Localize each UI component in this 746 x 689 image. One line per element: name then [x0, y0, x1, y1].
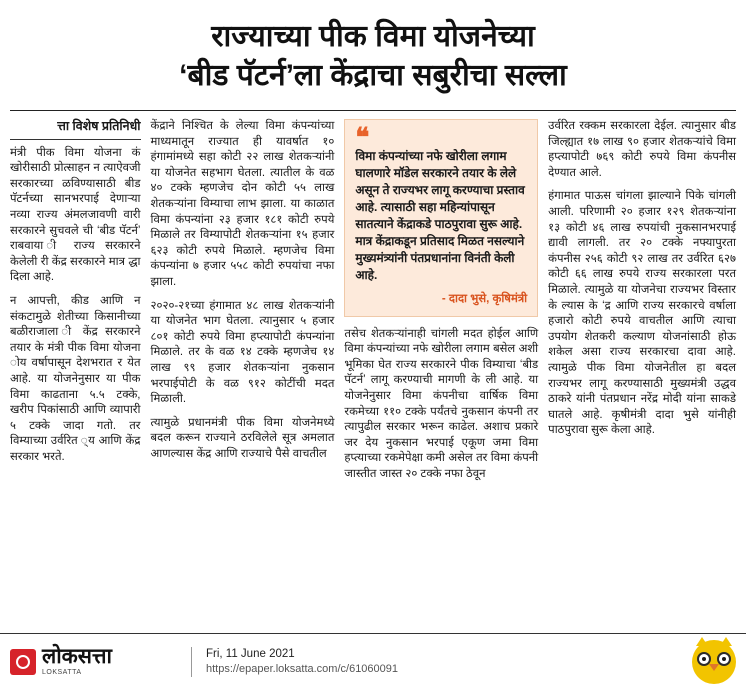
loksatta-logo-icon [10, 649, 36, 675]
paragraph: तसेच शेतकऱ्यांनाही चांगली मदत होईल आणि विमा कंपन्यांच्या नफे खोरीला लगाम बसेल अशी भूमिका घेत राज्य सरकारने पीक विम्याचा ‘बीड पॅटर्न’ लागू करण्याची मागणी के ली आहे. या योजनेनुसार विमा कंपनीचा वार्षिक विमा रकमेच्या ११० टक्के पर्यंतचे नुकसान कंपनी तर त्यापुढील सरकार भरून काढेल. अशाच प्रकारे जर देय नुकसान भरपाई एकूण जमा विमा हप्त्याच्या रकमेपेक्षा कमी असेल तर विमा कंपनी जास्तीत जास्त २० टक्के नफा ठेवून [344, 327, 539, 480]
masthead-subtitle: LOKSATTA [42, 669, 82, 676]
pull-quote-box [344, 119, 538, 317]
article-columns [0, 111, 746, 611]
article-column-1 [10, 119, 141, 611]
pull-quote-text: विमा कंपन्यांच्या नफे खोरीला लगाम घालणारे मॉडेल सरकारने तयार के लेले असून ते राज्यभर लागू करण्याचा प्रस्ताव आहे. त्यासाठी सहा महिन्यांपासून सातत्याने केंद्राकडे पाठपुरावा सुरू आहे. मात्र केंद्राकडून प्रतिसाद मिळत नसल्याने मुख्यमंत्र्यांनी पंतप्रधानांना विनंती केली आहे. [355, 149, 525, 282]
paragraph: मंत्री पीक विमा योजना कं खोरीसाठी प्रोत्साहन न त्याऐवजी सरकारच्या ळविण्यासाठी बीड पॅटर्नच्या सानभरपाई देणाऱ्या नव्या राज्य अंमलजावणी वारी सरकारने सुचवले ची ‘बीड पॅटर्न’ राबवाया ी राज्य सरकारने केलेली री केंद्र सरकारने मात्र द्धा दिला आहे. [10, 146, 141, 284]
headline-block [0, 0, 746, 102]
owl-tuft-right-icon [720, 637, 732, 646]
paragraph: त्यामुळे प्रधानमंत्री पीक विमा योजनेमध्ये बदल करून राज्याने ठरविलेले सूत्र अमलात आणल्यास केंद्र आणि राज्याचे पैसे वाचतील [150, 416, 335, 460]
headline-line-1: राज्याच्या पीक विमा योजनेच्या [211, 20, 535, 53]
paragraph: उर्वरित रक्कम सरकारला देईल. त्यानुसार बीड जिल्ह्यात १७ लाख ९० हजार शेतकऱ्यांचे विमा हप्त्यापोटी ७६९ कोटी रुपये विमा कंपनीस देण्यात आले. [548, 120, 736, 179]
article-column-4 [548, 119, 736, 611]
article-column-3 [344, 119, 538, 611]
owl-tuft-left-icon [696, 637, 708, 646]
paragraph: न आपत्ती, कीड आणि न संकटामुळे शेतीच्या किसानीच्या बळीराजाला ी केंद्र सरकारने तयार के मंत्री पीक विमा योजना ोय वर्षापासून देशभरात र येत आहे. या योजनेनुसार या पीक विमा काढताना ५.५ टक्के, खरीप पिकांसाठी आणि व्यापारी ५ टक्के जादा गतो. तर विम्याच्या उर्वरित ्य आणि केंद्र सरकार भरते. [10, 294, 141, 463]
epaper-url[interactable]: https://epaper.loksatta.com/c/61060091 [206, 662, 399, 675]
owl-icon [692, 640, 736, 684]
footer-meta [191, 647, 684, 677]
quote-mark-icon: ❝ [355, 123, 370, 152]
owl-beak-icon [709, 664, 719, 671]
byline: त्ता विशेष प्रतिनिधी [10, 119, 141, 140]
pull-quote-attribution: - दादा भुसे, कृषिमंत्री [441, 293, 528, 305]
masthead-title: लोकसत्ता [42, 645, 112, 668]
page-footer [0, 633, 746, 689]
paragraph: २०२०-२१च्या हंगामात ४८ लाख शेतकऱ्यांनी या योजनेत भाग घेतला. त्यानुसार ५ हजार ८०१ कोटी रुपये विमा हप्त्यापोटी कंपन्यांना मिळाले. तर के वळ १४ टक्के म्हणजेच १४ लाख ९९ हजार शेतकऱ्यांना नुकसान भरपाईपोटी के वळ ९१२ कोटींची मदत मिळाली. [150, 299, 335, 406]
headline-line-2: ‘बीड पॅटर्न’ला केंद्राचा सबुरीचा सल्ला [179, 59, 567, 92]
publication-date: Fri, 11 June 2021 [206, 647, 295, 660]
paragraph: केंद्राने निश्चित के लेल्या विमा कंपन्यांच्या माध्यमातून राज्यात ही यावर्षात १० हंगामांमध्ये सहा कोटी २२ लाख शेतकऱ्यांनी या योजनेत सहभाग घेतला. त्यातील के वळ ४० टक्के म्हणजेच दोन कोटी ५५ लाख शेतकऱ्यांना विम्याचा लाभ झाला. या काळात विमा कंपन्यांना २३ हजार १८१ कोटी रुपये मिळाले तर विम्यापोटी शेतकऱ्यांना १५ हजार ६२३ कोटी रुपये मिळाले. म्हणजेच विमा कंपन्यांना ७ हजार ५५८ कोटी रुपयांचा नफा झाला. [150, 120, 335, 288]
owl-eye-right-icon [717, 652, 731, 666]
article-column-2 [151, 119, 335, 611]
paragraph: हंगामात पाऊस चांगला झाल्याने पिके चांगली आली. परिणामी २० हजार १२९ शेतकऱ्यांना १३ कोटी ४६ लाख रुपयांची नुकसानभरपाई द्यावी लागली. तर २० टक्के नफ्यापुरता कंपनीस २५६ कोटी ९२ लाख तर उर्वरित ६२७ कोटी ६६ लाख रुपये राज्य सरकारला परत मिळाले. त्यामुळे या योजनेचा राज्यभर विस्तार के ल्यास के ‘द्र आणि राज्य सरकारचे वर्षाला हजारो कोटी रुपये वाचतील आणि त्याचा उपयोग शेतकरी कल्याण योजनांसाठी होऊ शकेल असा राज्य सरकारचा दावा आहे. त्यामुळे पीक विमा योजनेतील हा बदल राज्यभर लागू करण्यासाठी मुख्यमंत्री उद्धव ठाकरे यांनी पंतप्रधान नरेंद्र मोदी यांना साकडे घातले आहे. कृषीमंत्री दादा भुसे यांनीही पाठपुरावा सुरू केला आहे. [548, 190, 736, 437]
masthead [10, 646, 185, 677]
